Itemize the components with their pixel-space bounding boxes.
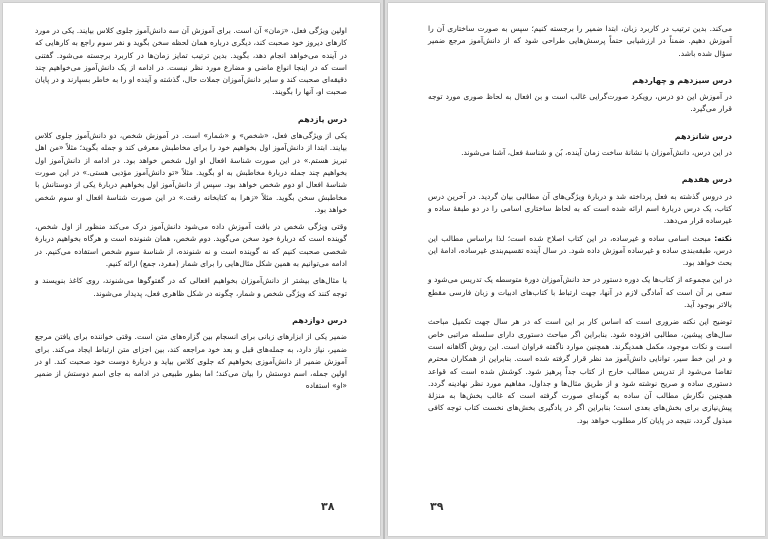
lesson-heading-13: درس سیزدهم و چهاردهم — [632, 75, 732, 85]
note-label: نکته: — [714, 233, 732, 243]
lesson-heading-16: درس شانزدهم — [674, 131, 732, 141]
paragraph: در دروس گذشته به فعل پرداخته شد و دربارهٔ ویژگی‌های آن مطالبی بیان گردید. در آخرین درس کتاب، یک درس دربارهٔ اسم ارائه شده است که به لحاظ ساختاری اسامی را در دو طبقهٔ ساده و غیرساده قرار می‌دهد. — [428, 191, 732, 226]
paragraph: یکی از ویژگی‌های فعل، «شخص» و «شمار» است. در آموزش شخص، دو دانش‌آموز جلوی کلاس بیایند. ابتدا از دانش‌آموز اول بخواهیم خود را برای مخاطبش معرفی کند و جمله بگوید؛ مثلاً «من اهل تبریز هستم.» در این صورت شناسهٔ افعال او اول شخص خواهد بود. در ادامه از دانش‌آموز اول بخواهیم چند جمله دربارهٔ مخاطبش به او بگوید. مثلاً «تو دانش‌آموز مؤدبی هستی.» در این صورت شناسهٔ افعال او دوم شخص خواهد بود. سپس از دانش‌آموز اول بخواهیم دربارهٔ یکی از دوستانش با مخاطبش سخن بگوید. مثلاً «زهرا به کتابخانه رفت.» در این صورت شناسهٔ افعال او سوم شخص خواهد بود. — [35, 131, 347, 214]
page-right — [388, 3, 765, 536]
page-number: ۳۹ — [430, 500, 444, 513]
paragraph: ضمیر یکی از ابزارهای زبانی برای انسجام بین گزاره‌های متن است. وقتی خواننده برای یافتن مرجع ضمیر، نیاز دارد، به جمله‌های قبل و بعد خود مراجعه کند، بین اجزای متن ارتباط ایجاد می‌کند. برای آموزش ضمیر از دانش‌آموزی بخواهیم که جلوی کلاس بیاید و دربارهٔ دوست خود صحبت کند. او در اولین جمله، اسم دوستش را بیان می‌کند؛ اما بطور طبیعی در ادامه به جای اسم دوستش از ضمیر «او» استفاده — [35, 332, 347, 391]
paragraph: توضیح این نکته ضروری است که اساس کار بر این است که در هر سال جهت تکمیل مباحث سال‌های پیشین، مطالبی افزوده شود. بنابراین اگر مباحث دستوری دارای سلسله مراتبی خاص است و نکات موجود، مکمل همدیگرند. همچنین موارد ناگفته فراوان است. این روش آگاهانه است و در این خط سیر، توانایی دانش‌آموز مد نظر قرار گرفته شده است. بنابراین از همکاران محترم تقاضا می‌شود از تدریس مطالب خارج از کتاب جداً پرهیز شود. کوشش شده است که قواعد دستوری ساده و صریح نوشته شود و از طریق مثال‌ها و جداول، مفاهیم مورد نظر نهادینه گردد. همچنین نگارش مطالب آن ساده به گونه‌ای صورت گرفته است که غالب بخش‌ها به منزلهٔ پیش‌نیازی برای بخش‌های بعدی است؛ بنابراین اگر در یادگیری بخش‌های نخست کتاب توجه کافی مبذول گردد، نتیجه در پایان کار مطلوب خواهد بود. — [428, 317, 732, 425]
paragraph: وقتی ویژگی شخص در بافت آموزش داده می‌شود دانش‌آموز درک می‌کند منظور از اول شخص، گوینده است که دربارهٔ خود سخن می‌گوید. دوم شخص، همان شنونده است و هرگاه بخواهیم دربارهٔ شخصی صحبت کنیم که نه گوینده است و نه شنونده، از شناسهٔ سوم شخص استفاده می‌کنیم. در ادامه می‌توانیم به همین شکل مثال‌هایی را برای شمار (مفرد، جمع) ارائه کنیم. — [35, 222, 347, 269]
lesson-heading-17: درس هفدهم — [681, 175, 732, 185]
page-number: ۳۸ — [321, 500, 335, 513]
paragraph: با مثال‌های بیشتر از دانش‌آموزان بخواهیم افعالی که در گفتوگوها می‌شنوند، روی کاغذ بنویسند و توجه کنند که ویژگی شخص و شمار، چگونه در شکل ظاهری فعل، پدیدار می‌شوند. — [35, 276, 347, 298]
paragraph: در آموزش این دو درس، رویکرد صورت‌گرایی غالب است و بن افعال به لحاظ صوری مورد توجه قرار می‌گیرد. — [428, 92, 732, 114]
paragraph: می‌کند. بدین ترتیب در کاربرد زبان، ابتدا ضمیر را برجسته کنیم؛ سپس به صورت ساختاری آن را آموزش دهیم. ضمناً در ارزشیابی حتماً پرسش‌هایی طراحی شود که از دانش‌آموز مرجع ضمیر سؤال شده باشد. — [428, 24, 732, 58]
note-paragraph — [428, 233, 732, 270]
lesson-heading-11: درس یازدهم — [297, 114, 347, 124]
page-left — [3, 3, 380, 536]
page-left-text — [35, 25, 347, 398]
lesson-heading-12: درس دوازدهم — [292, 315, 347, 325]
paragraph: اولین ویژگی فعل، «زمان» آن است. برای آموزش آن سه دانش‌آموز جلوی کلاس بیایند. یکی در مورد کارهای دیروز خود صحبت کند، دیگری درباره همان لحظه سخن بگوید و نفر سوم راجع به کارهایی که در آینده می‌خواهد انجام دهد، بگوید. بدین ترتیب تمایز زمان‌ها در کاربرد برجسته می‌شود. گفتنی است که در اینجا انواع ماضی و مضارع مورد نظر نیست. در ادامه از یک دانش‌آموز می‌خواهیم چند دقیقه‌ای صحبت کند و سایر دانش‌آموزان جملات حال، گذشته و آینده او را به خاطر بسپارند و در پایان صحبت او، آنها را بگویند. — [35, 26, 347, 97]
book-gutter — [383, 0, 385, 539]
paragraph: در این درس، دانش‌آموزان با نشانهٔ ساخت زمان آینده، بُن و شناسهٔ فعل، آشنا می‌شوند. — [461, 148, 732, 158]
paragraph: در این مجموعه از کتاب‌ها یک دوره دستور در حد دانش‌آموزان دورهٔ متوسطه یک تدریس می‌شود و سعی بر آن است که آمادگی لازم در آنها، جهت ارتباط با کتاب‌های ادبیات و زبان فارسی مقطع بالاتر بوجود آید. — [428, 275, 732, 310]
note-text: مبحث اسامی ساده و غیرساده، در این کتاب اصلاح شده است؛ لذا براساس مطالب این درس، طبقه‌بندی ساده و غیرساده آموزش داده شود. در سال آینده تقسیم‌بندی غیرساده، ادامهٔ این بحث خواهد بود. — [428, 233, 732, 268]
page-right-text — [428, 23, 732, 432]
